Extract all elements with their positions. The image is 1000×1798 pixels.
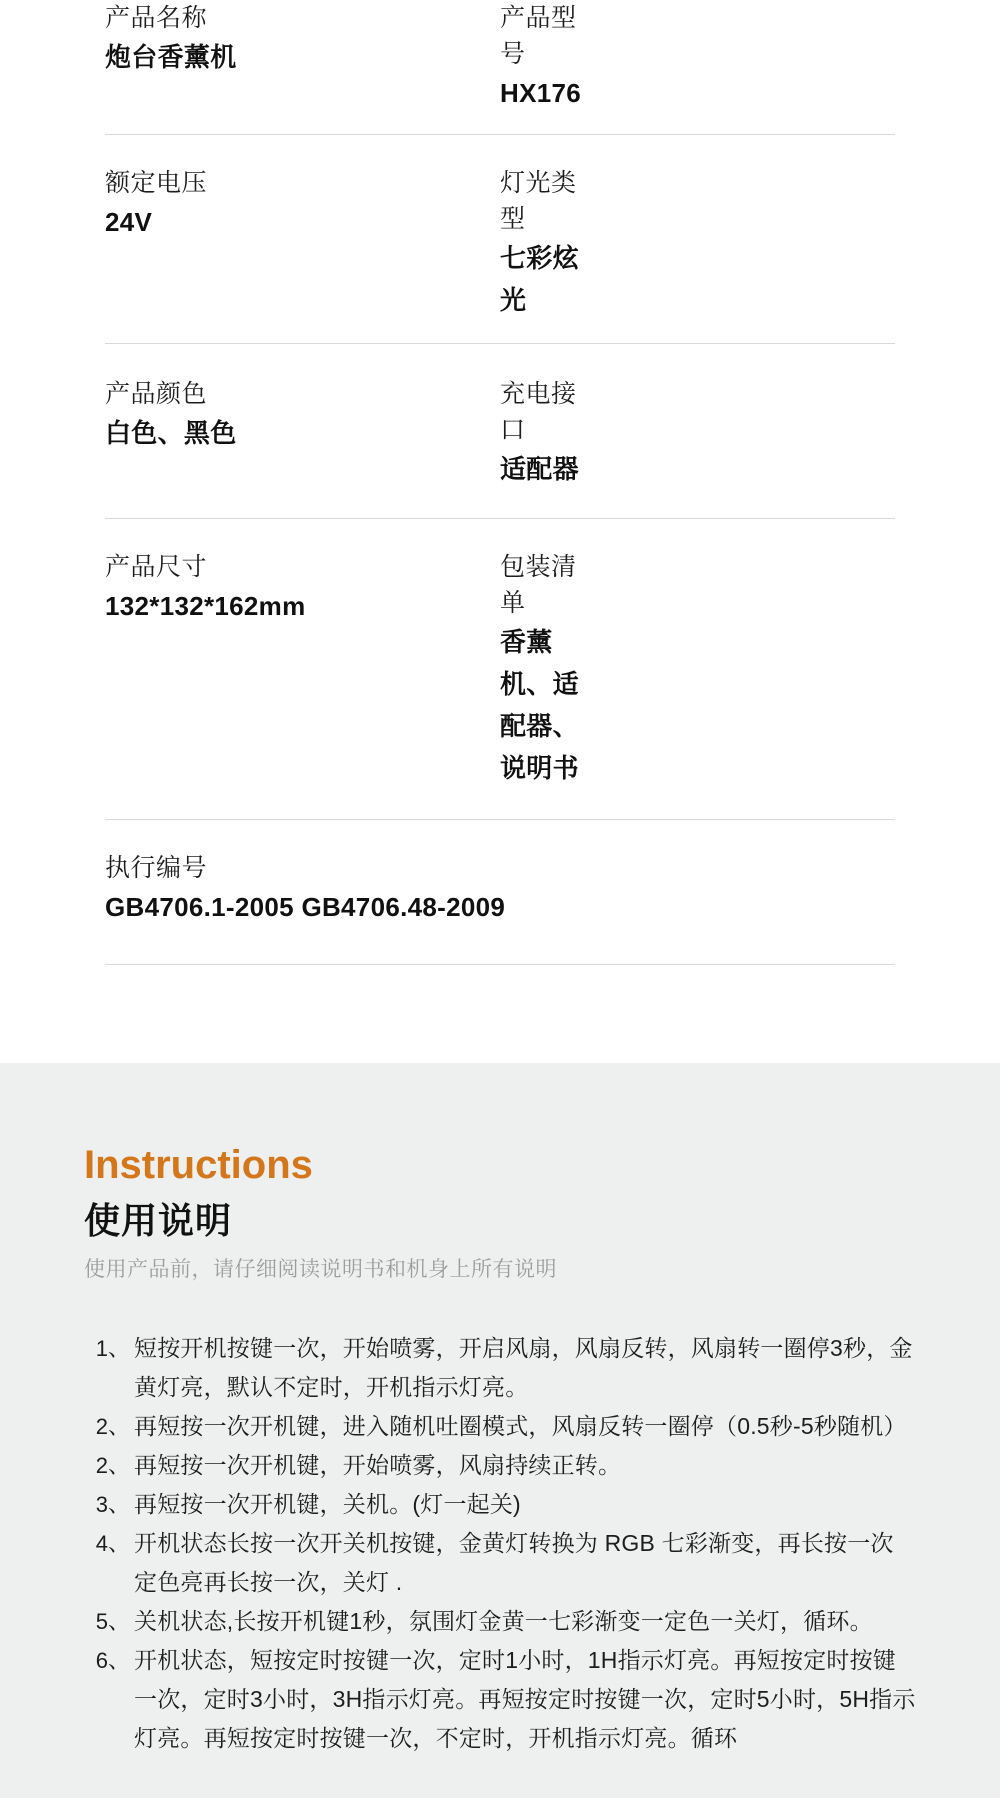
- spec-label: 充电接口: [500, 380, 577, 444]
- instructions-subtitle: 使用产品前，请仔细阅读说明书和机身上所有说明: [84, 1258, 557, 1281]
- list-item-text: 短按开机按键一次，开始喷雾，开启风扇，风扇反转，风扇转一圈停3秒，金黄灯亮，默认不定时，开机指示灯亮。: [134, 1335, 913, 1400]
- spec-value: 白色、黑色: [105, 418, 237, 448]
- spec-value: 香薰机、适配器、说明书: [500, 627, 579, 783]
- list-item: [84, 1329, 916, 1407]
- spec-label: 执行编号: [105, 854, 208, 882]
- spec-value: 七彩炫光: [500, 243, 579, 315]
- spec-value: 24V: [105, 207, 153, 237]
- spec-cell-right: [220, 0, 615, 114]
- table-row: [105, 519, 895, 819]
- specifications-table: [105, 0, 895, 965]
- instructions-title-en: Instructions: [84, 1143, 313, 1187]
- table-row: [105, 344, 895, 518]
- spec-value: 炮台香薰机: [105, 42, 237, 72]
- list-item-text: 再短按一次开机键，进入随机吐圈模式，风扇反转一圈停（0.5秒-5秒随机）: [134, 1413, 907, 1439]
- spec-value: 132*132*162mm: [105, 591, 306, 621]
- list-item-number: 2、: [95, 1414, 130, 1439]
- spec-cell-right: [220, 376, 615, 490]
- spec-value: GB4706.1-2005 GB4706.48-2009: [105, 892, 506, 922]
- spec-label: 产品型号: [500, 4, 577, 68]
- list-item-text: 开机状态长按一次开关机按键，金黄灯转换为 RGB 七彩渐变，再长按一次定色亮再长按一次，关灯 .: [134, 1530, 894, 1595]
- list-item: [84, 1524, 916, 1602]
- table-row: [105, 0, 895, 134]
- list-item-text: 再短按一次开机键，开始喷雾，风扇持续正转。: [134, 1452, 622, 1478]
- list-item-number: 6、: [95, 1648, 130, 1673]
- list-item: [84, 1485, 916, 1524]
- list-item-text: 开机状态，短按定时按键一次，定时1小时，1H指示灯亮。再短按定时按键一次，定时3小时，3H指示灯亮。再短按定时按键一次，定时5小时，5H指示灯亮。再短按定时按键一次，不定时，开机指示灯亮。循环: [134, 1647, 916, 1751]
- spec-label: 额定电压: [105, 169, 208, 197]
- list-item: [84, 1446, 916, 1485]
- list-item: [84, 1407, 916, 1446]
- table-row: [105, 820, 895, 964]
- instructions-title-cn: 使用说明: [84, 1200, 233, 1241]
- instructions-list: [84, 1329, 916, 1758]
- spec-cell-right: [220, 549, 615, 789]
- table-row: [105, 135, 895, 343]
- list-item: [84, 1641, 916, 1758]
- spec-label: 包装清单: [500, 553, 577, 617]
- row-divider: [105, 964, 895, 965]
- list-item-text: 关机状态,长按开机键1秒，氛围灯金黄一七彩渐变一定色一关灯，循环。: [134, 1608, 873, 1634]
- spec-label: 产品颜色: [105, 380, 208, 408]
- instructions-content: [84, 1139, 916, 1758]
- list-item-text: 再短按一次开机键，关机。(灯一起关): [134, 1491, 521, 1517]
- list-item-number: 2、: [95, 1453, 130, 1478]
- spec-label: 产品名称: [105, 4, 208, 32]
- list-item-number: 5、: [95, 1609, 130, 1634]
- spec-label: 产品尺寸: [105, 553, 208, 581]
- list-item-number: 3、: [95, 1492, 130, 1517]
- spec-cell-right: [220, 165, 615, 321]
- spec-value: HX176: [500, 78, 581, 108]
- spec-cell-full: [105, 850, 895, 928]
- list-item-number: 1、: [95, 1336, 130, 1361]
- list-item: [84, 1602, 916, 1641]
- spec-label: 灯光类型: [500, 169, 577, 233]
- list-item-number: 4、: [95, 1531, 130, 1556]
- instructions-section: [0, 1063, 1000, 1798]
- spec-value: 适配器: [500, 454, 579, 484]
